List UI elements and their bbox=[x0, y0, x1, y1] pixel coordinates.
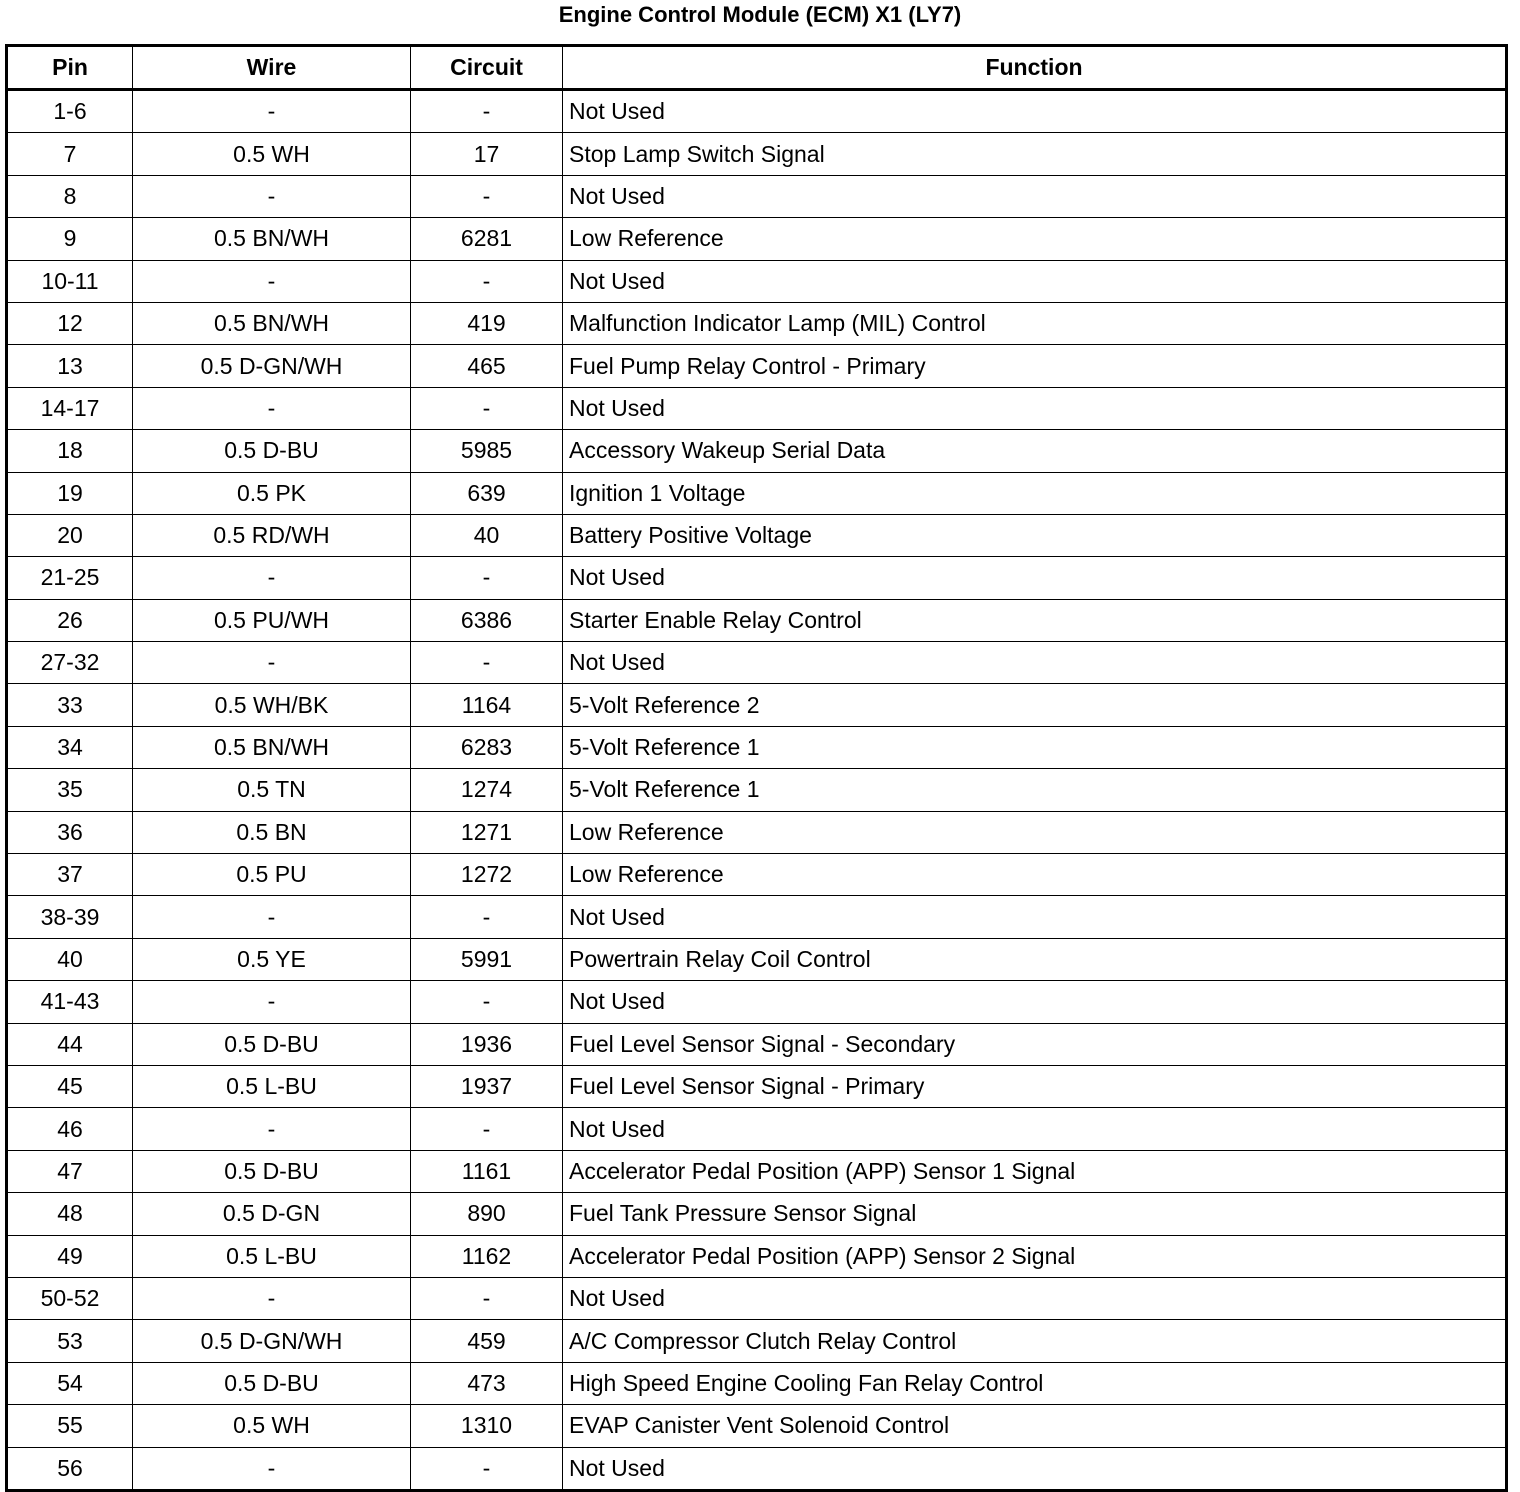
circuit-cell: 6283 bbox=[411, 726, 563, 768]
wire-cell: 0.5 D-BU bbox=[133, 1023, 411, 1065]
column-header-function: Function bbox=[563, 46, 1507, 90]
wire-cell: 0.5 D-BU bbox=[133, 1150, 411, 1192]
pin-cell: 47 bbox=[7, 1150, 133, 1192]
wire-cell: 0.5 PK bbox=[133, 472, 411, 514]
wire-cell: 0.5 D-BU bbox=[133, 1362, 411, 1404]
function-cell: Low Reference bbox=[563, 854, 1507, 896]
function-cell: Not Used bbox=[563, 90, 1507, 133]
circuit-cell: - bbox=[411, 557, 563, 599]
table-row bbox=[7, 1193, 1507, 1235]
circuit-cell: 6281 bbox=[411, 218, 563, 260]
function-cell: Not Used bbox=[563, 557, 1507, 599]
circuit-cell: 5985 bbox=[411, 430, 563, 472]
table-row bbox=[7, 896, 1507, 938]
function-cell: Not Used bbox=[563, 1277, 1507, 1319]
pin-cell: 56 bbox=[7, 1447, 133, 1490]
pin-cell: 14-17 bbox=[7, 387, 133, 429]
connector-pinout-table bbox=[5, 44, 1508, 1492]
pin-cell: 35 bbox=[7, 769, 133, 811]
circuit-cell: 639 bbox=[411, 472, 563, 514]
wire-cell: - bbox=[133, 1277, 411, 1319]
table-row bbox=[7, 430, 1507, 472]
pin-cell: 37 bbox=[7, 854, 133, 896]
function-cell: Fuel Level Sensor Signal - Secondary bbox=[563, 1023, 1507, 1065]
table-row bbox=[7, 981, 1507, 1023]
circuit-cell: 473 bbox=[411, 1362, 563, 1404]
function-cell: Low Reference bbox=[563, 218, 1507, 260]
wire-cell: - bbox=[133, 981, 411, 1023]
column-header-circuit: Circuit bbox=[411, 46, 563, 90]
table-body bbox=[7, 90, 1507, 1491]
function-cell: 5-Volt Reference 1 bbox=[563, 769, 1507, 811]
table-row bbox=[7, 514, 1507, 556]
circuit-cell: 1274 bbox=[411, 769, 563, 811]
pin-cell: 19 bbox=[7, 472, 133, 514]
wire-cell: 0.5 PU bbox=[133, 854, 411, 896]
circuit-cell: 17 bbox=[411, 133, 563, 175]
circuit-cell: 890 bbox=[411, 1193, 563, 1235]
circuit-cell: 1271 bbox=[411, 811, 563, 853]
wire-cell: 0.5 BN/WH bbox=[133, 218, 411, 260]
circuit-cell: 1162 bbox=[411, 1235, 563, 1277]
wire-cell: 0.5 RD/WH bbox=[133, 514, 411, 556]
wire-cell: - bbox=[133, 896, 411, 938]
wire-cell: 0.5 D-GN/WH bbox=[133, 1320, 411, 1362]
pin-cell: 49 bbox=[7, 1235, 133, 1277]
circuit-cell: 419 bbox=[411, 302, 563, 344]
table-row bbox=[7, 684, 1507, 726]
pin-cell: 48 bbox=[7, 1193, 133, 1235]
function-cell: Not Used bbox=[563, 175, 1507, 217]
table-row bbox=[7, 345, 1507, 387]
circuit-cell: 1937 bbox=[411, 1065, 563, 1107]
function-cell: 5-Volt Reference 2 bbox=[563, 684, 1507, 726]
pin-cell: 38-39 bbox=[7, 896, 133, 938]
pin-cell: 41-43 bbox=[7, 981, 133, 1023]
pin-cell: 13 bbox=[7, 345, 133, 387]
pin-cell: 54 bbox=[7, 1362, 133, 1404]
pin-cell: 55 bbox=[7, 1405, 133, 1447]
table-row bbox=[7, 302, 1507, 344]
wire-cell: 0.5 L-BU bbox=[133, 1235, 411, 1277]
pin-cell: 10-11 bbox=[7, 260, 133, 302]
pin-cell: 20 bbox=[7, 514, 133, 556]
table-row bbox=[7, 1447, 1507, 1490]
circuit-cell: - bbox=[411, 896, 563, 938]
function-cell: Starter Enable Relay Control bbox=[563, 599, 1507, 641]
function-cell: Battery Positive Voltage bbox=[563, 514, 1507, 556]
circuit-cell: 40 bbox=[411, 514, 563, 556]
table-row bbox=[7, 1362, 1507, 1404]
wire-cell: - bbox=[133, 260, 411, 302]
wire-cell: 0.5 WH bbox=[133, 1405, 411, 1447]
function-cell: Not Used bbox=[563, 1108, 1507, 1150]
wire-cell: 0.5 BN bbox=[133, 811, 411, 853]
pin-cell: 18 bbox=[7, 430, 133, 472]
function-cell: Accelerator Pedal Position (APP) Sensor 1 Signal bbox=[563, 1150, 1507, 1192]
table-row bbox=[7, 387, 1507, 429]
table-row bbox=[7, 1108, 1507, 1150]
wire-cell: 0.5 D-BU bbox=[133, 430, 411, 472]
function-cell: Not Used bbox=[563, 896, 1507, 938]
table-row bbox=[7, 769, 1507, 811]
wire-cell: 0.5 TN bbox=[133, 769, 411, 811]
pin-cell: 27-32 bbox=[7, 642, 133, 684]
table-row bbox=[7, 1235, 1507, 1277]
circuit-cell: - bbox=[411, 175, 563, 217]
circuit-cell: - bbox=[411, 387, 563, 429]
function-cell: Stop Lamp Switch Signal bbox=[563, 133, 1507, 175]
pin-cell: 8 bbox=[7, 175, 133, 217]
pin-cell: 46 bbox=[7, 1108, 133, 1150]
table-row bbox=[7, 1023, 1507, 1065]
wire-cell: - bbox=[133, 175, 411, 217]
table-row bbox=[7, 557, 1507, 599]
circuit-cell: - bbox=[411, 1277, 563, 1319]
circuit-cell: - bbox=[411, 90, 563, 133]
pin-cell: 34 bbox=[7, 726, 133, 768]
table-row bbox=[7, 854, 1507, 896]
wire-cell: 0.5 PU/WH bbox=[133, 599, 411, 641]
wire-cell: 0.5 YE bbox=[133, 938, 411, 980]
circuit-cell: 459 bbox=[411, 1320, 563, 1362]
table-row bbox=[7, 1405, 1507, 1447]
function-cell: Not Used bbox=[563, 1447, 1507, 1490]
circuit-cell: - bbox=[411, 981, 563, 1023]
wire-cell: - bbox=[133, 90, 411, 133]
circuit-cell: - bbox=[411, 1108, 563, 1150]
table-row bbox=[7, 599, 1507, 641]
table-row bbox=[7, 938, 1507, 980]
wire-cell: - bbox=[133, 387, 411, 429]
circuit-cell: 1936 bbox=[411, 1023, 563, 1065]
column-header-pin: Pin bbox=[7, 46, 133, 90]
circuit-cell: 1272 bbox=[411, 854, 563, 896]
column-header-wire: Wire bbox=[133, 46, 411, 90]
pin-cell: 53 bbox=[7, 1320, 133, 1362]
pin-cell: 9 bbox=[7, 218, 133, 260]
function-cell: Fuel Level Sensor Signal - Primary bbox=[563, 1065, 1507, 1107]
function-cell: 5-Volt Reference 1 bbox=[563, 726, 1507, 768]
table-row bbox=[7, 90, 1507, 133]
wire-cell: - bbox=[133, 642, 411, 684]
table-row bbox=[7, 133, 1507, 175]
table-row bbox=[7, 1277, 1507, 1319]
wire-cell: 0.5 WH bbox=[133, 133, 411, 175]
pin-cell: 33 bbox=[7, 684, 133, 726]
pin-cell: 40 bbox=[7, 938, 133, 980]
circuit-cell: 1310 bbox=[411, 1405, 563, 1447]
table-row bbox=[7, 642, 1507, 684]
circuit-cell: 5991 bbox=[411, 938, 563, 980]
wire-cell: 0.5 WH/BK bbox=[133, 684, 411, 726]
circuit-cell: - bbox=[411, 1447, 563, 1490]
function-cell: Low Reference bbox=[563, 811, 1507, 853]
circuit-cell: 465 bbox=[411, 345, 563, 387]
table-header-row bbox=[7, 46, 1507, 90]
circuit-cell: - bbox=[411, 260, 563, 302]
function-cell: A/C Compressor Clutch Relay Control bbox=[563, 1320, 1507, 1362]
pin-cell: 26 bbox=[7, 599, 133, 641]
wire-cell: - bbox=[133, 557, 411, 599]
function-cell: Not Used bbox=[563, 387, 1507, 429]
function-cell: Ignition 1 Voltage bbox=[563, 472, 1507, 514]
pin-cell: 45 bbox=[7, 1065, 133, 1107]
table-row bbox=[7, 811, 1507, 853]
wire-cell: 0.5 D-GN bbox=[133, 1193, 411, 1235]
table-row bbox=[7, 218, 1507, 260]
function-cell: Not Used bbox=[563, 981, 1507, 1023]
table-row bbox=[7, 472, 1507, 514]
pin-cell: 36 bbox=[7, 811, 133, 853]
function-cell: Accelerator Pedal Position (APP) Sensor 2 Signal bbox=[563, 1235, 1507, 1277]
circuit-cell: 6386 bbox=[411, 599, 563, 641]
pin-cell: 1-6 bbox=[7, 90, 133, 133]
function-cell: Malfunction Indicator Lamp (MIL) Control bbox=[563, 302, 1507, 344]
wire-cell: 0.5 D-GN/WH bbox=[133, 345, 411, 387]
table-row bbox=[7, 1065, 1507, 1107]
pin-cell: 44 bbox=[7, 1023, 133, 1065]
table-row bbox=[7, 260, 1507, 302]
pin-cell: 21-25 bbox=[7, 557, 133, 599]
table-row bbox=[7, 726, 1507, 768]
function-cell: Accessory Wakeup Serial Data bbox=[563, 430, 1507, 472]
pin-cell: 7 bbox=[7, 133, 133, 175]
table-row bbox=[7, 175, 1507, 217]
circuit-cell: 1161 bbox=[411, 1150, 563, 1192]
wire-cell: - bbox=[133, 1108, 411, 1150]
function-cell: Not Used bbox=[563, 642, 1507, 684]
function-cell: EVAP Canister Vent Solenoid Control bbox=[563, 1405, 1507, 1447]
wire-cell: 0.5 BN/WH bbox=[133, 726, 411, 768]
table-row bbox=[7, 1150, 1507, 1192]
function-cell: High Speed Engine Cooling Fan Relay Control bbox=[563, 1362, 1507, 1404]
wire-cell: 0.5 L-BU bbox=[133, 1065, 411, 1107]
function-cell: Powertrain Relay Coil Control bbox=[563, 938, 1507, 980]
function-cell: Fuel Pump Relay Control - Primary bbox=[563, 345, 1507, 387]
function-cell: Not Used bbox=[563, 260, 1507, 302]
page-title: Engine Control Module (ECM) X1 (LY7) bbox=[558, 2, 962, 27]
circuit-cell: 1164 bbox=[411, 684, 563, 726]
wire-cell: - bbox=[133, 1447, 411, 1490]
pin-cell: 50-52 bbox=[7, 1277, 133, 1319]
wire-cell: 0.5 BN/WH bbox=[133, 302, 411, 344]
table-row bbox=[7, 1320, 1507, 1362]
function-cell: Fuel Tank Pressure Sensor Signal bbox=[563, 1193, 1507, 1235]
circuit-cell: - bbox=[411, 642, 563, 684]
pin-cell: 12 bbox=[7, 302, 133, 344]
